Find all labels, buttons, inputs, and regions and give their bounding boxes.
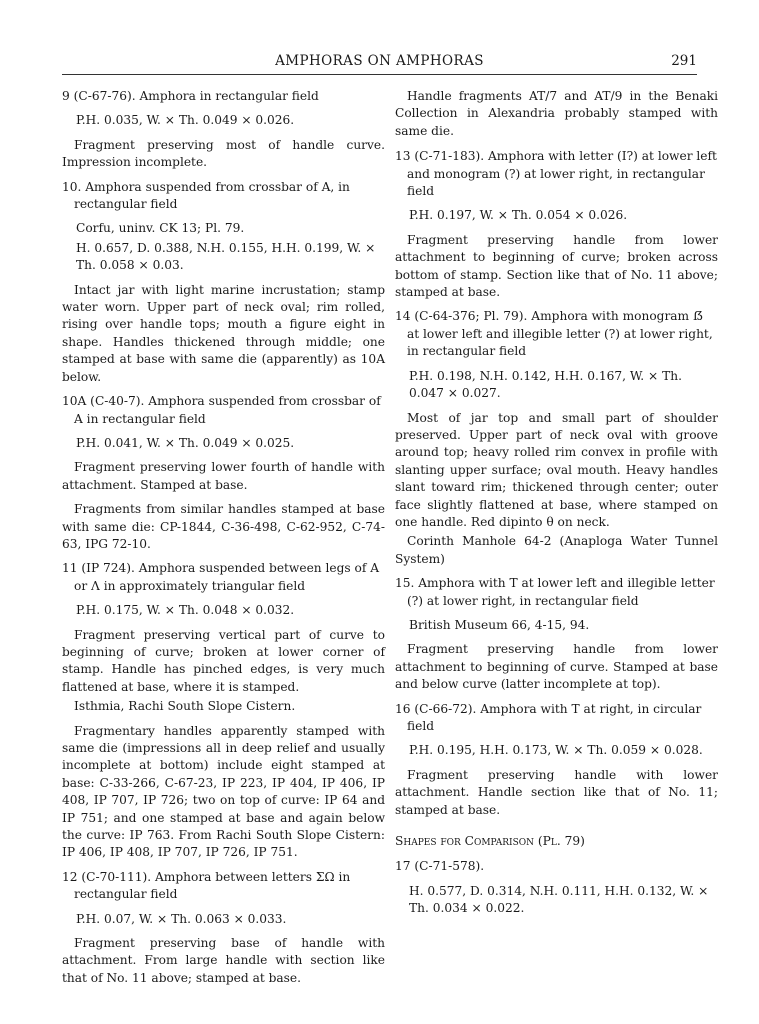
catalog-entry-heading: 17 (C-71-578). xyxy=(395,859,485,874)
description: Handle fragments AT/7 and AT/9 in the Benaki Collection in Alexandria probably stamped with same die. xyxy=(395,89,718,138)
findspot: Isthmia, Rachi South Slope Cistern. xyxy=(74,699,296,714)
catalog-entry-heading: 10A (C-40-7). Amphora suspended from crossbar of A in rectangular field xyxy=(62,394,381,426)
description: Fragment preserving base of handle with attachment. From large handle with section like that of No. 11 above; stamped at base. xyxy=(62,936,385,985)
location: Corfu, uninv. CK 13; Pl. 79. xyxy=(76,221,245,236)
description: Most of jar top and small part of shoulder preserved. Upper part of neck oval with groove around top; heavy rolled rim convex in profile with slanting upper surface; oval mouth. Heavy handles slant toward rim; thickened through center; outer face slightly flattened at base, where stamped on one handle. Red dipinto θ on neck. xyxy=(395,410,718,529)
measurements: P.H. 0.041, W. × Th. 0.049 × 0.025. xyxy=(76,435,295,450)
section-heading: Shapes for Comparison (Pl. 79) xyxy=(395,834,585,849)
catalog-entry-heading: 15. Amphora with T at lower left and illegible letter (?) at lower right, in rectangular field xyxy=(395,576,715,608)
measurements: H. 0.577, D. 0.314, N.H. 0.111, H.H. 0.132, W. × Th. 0.034 × 0.022. xyxy=(409,883,709,916)
catalog-entry-heading: 16 (C-66-72). Amphora with T at right, in circular field xyxy=(395,701,702,733)
measurements: H. 0.657, D. 0.388, N.H. 0.155, H.H. 0.199, W. × Th. 0.058 × 0.03. xyxy=(76,240,376,273)
catalog-entry-heading: 12 (C-70-111). Amphora between letters ΣΩ in rectangular field xyxy=(62,869,351,902)
description: Fragment preserving most of handle curve. Impression incomplete. xyxy=(62,137,385,170)
description: Fragment preserving handle from lower attachment to beginning of curve; broken across bottom of stamp. Section like that of No. 11 above; stamped at base. xyxy=(395,232,718,300)
page-number: 291 xyxy=(671,53,697,69)
running-title: AMPHORAS ON AMPHORAS xyxy=(275,53,484,69)
measurements: P.H. 0.07, W. × Th. 0.063 × 0.033. xyxy=(76,911,287,926)
catalog-entry-heading: 11 (IP 724). Amphora suspended between legs of A or Λ in approximately triangular field xyxy=(62,561,380,593)
description: Fragment preserving lower fourth of handle with attachment. Stamped at base. xyxy=(62,460,385,492)
description: Fragment preserving handle with lower attachment. Handle section like that of No. 11; stamped at base. xyxy=(395,767,718,817)
catalog-entry-heading: 9 (C-67-76). Amphora in rectangular field xyxy=(62,89,319,103)
description: Fragment preserving handle from lower attachment to beginning of curve. Stamped at base and below curve (latter incomplete at top). xyxy=(395,642,718,692)
catalog-entry-heading: 13 (C-71-183). Amphora with letter (I?) at lower left and monogram (?) at lower right, in rectangular field xyxy=(395,149,717,199)
description: Fragments from similar handles stamped at base with same die: CP-1844, C-36-498, C-62-952, C-74-63, IPG 72-10. xyxy=(62,502,385,551)
catalog-entry-heading: 10. Amphora suspended from crossbar of A, in rectangular field xyxy=(62,179,350,212)
right-column xyxy=(395,88,718,925)
measurements: P.H. 0.197, W. × Th. 0.054 × 0.026. xyxy=(409,208,628,223)
measurements: P.H. 0.175, W. × Th. 0.048 × 0.032. xyxy=(76,603,295,618)
catalog-entry-heading: 14 (C-64-376; Pl. 79). Amphora with monogram ẞ at lower left and illegible letter (?) at lower right, in rectangular field xyxy=(395,309,713,359)
description: Fragment preserving vertical part of curve to beginning of curve; broken at lower corner of stamp. Handle has pinched edges, is very much flattened at base, where it is stamped. xyxy=(62,627,385,694)
running-header xyxy=(62,52,697,75)
location: British Museum 66, 4-15, 94. xyxy=(409,617,590,632)
measurements: P.H. 0.198, N.H. 0.142, H.H. 0.167, W. × Th. 0.047 × 0.027. xyxy=(409,368,682,401)
findspot: Corinth Manhole 64-2 (Anaploga Water Tunnel System) xyxy=(395,534,718,566)
measurements: P.H. 0.035, W. × Th. 0.049 × 0.026. xyxy=(76,113,295,128)
description: Fragmentary handles apparently stamped with same die (impressions all in deep relief and usually incomplete at bottom) include eight stamped at base: C-33-266, C-67-23, IP 223, IP 404, IP 406, IP 408, IP 707, IP 726; two on top of curve: IP 64 and IP 751; and one stamped at base and again below the curve: IP 763. From Rachi South Slope Cistern: IP 406, IP 408, IP 707, IP 726, IP 751. xyxy=(62,723,385,860)
left-column xyxy=(62,88,385,994)
description: Intact jar with light marine incrustation; stamp water worn. Upper part of neck oval; rim rolled, rising over handle tops; mouth a figure eight in shape. Handles thickened through middle; one stamped at base with same die (apparently) as 10A below. xyxy=(62,282,385,384)
measurements: P.H. 0.195, H.H. 0.173, W. × Th. 0.059 × 0.028. xyxy=(409,743,703,758)
